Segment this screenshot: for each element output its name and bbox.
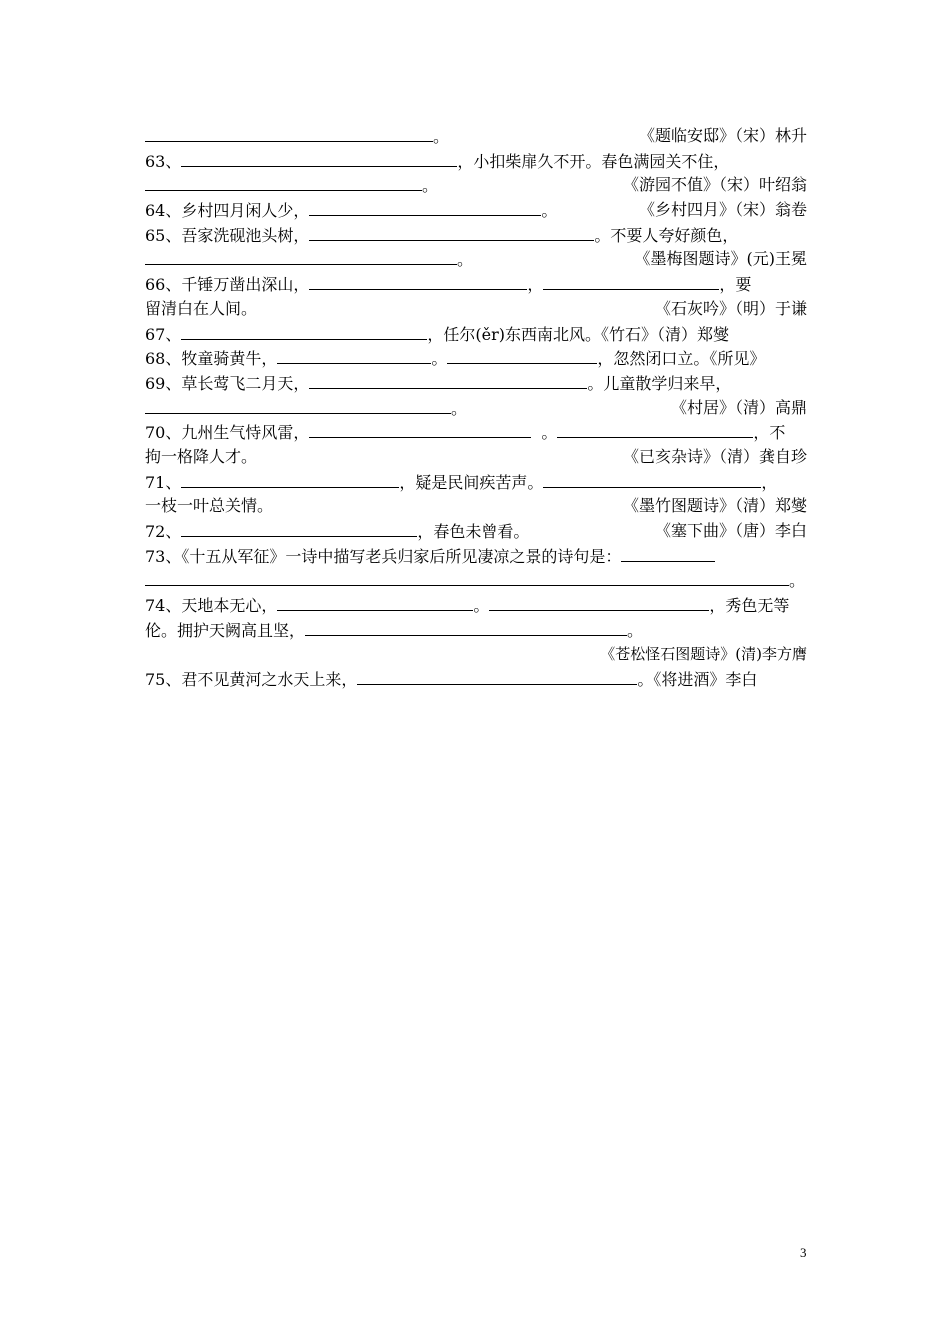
line-text: 。: [451, 398, 468, 418]
line-text: 。《将进酒》李白: [637, 670, 758, 690]
line-73: [145, 544, 807, 569]
line-74: [145, 593, 807, 618]
line-text: ，忽然闭口立。《所见》: [597, 349, 766, 369]
line-text: 64、乡村四月闲人少，: [145, 201, 310, 221]
answer-blank[interactable]: [447, 346, 597, 364]
answer-blank[interactable]: [181, 322, 427, 340]
line-text: 。: [422, 176, 439, 196]
line-68: [145, 346, 807, 371]
line-text: 68、牧童骑黄牛，: [145, 349, 278, 369]
line-text: ，: [527, 275, 544, 295]
line-62-end: [145, 124, 807, 149]
line-text: 拘一格降人才。: [145, 446, 258, 466]
line-text: ，疑是民间疾苦声。: [399, 472, 544, 492]
line-text: 。: [473, 596, 490, 616]
answer-blank[interactable]: [145, 173, 422, 191]
poem-citation: 《石灰吟》（明）于谦: [654, 298, 807, 318]
answer-blank[interactable]: [543, 272, 719, 290]
poem-citation: 《游园不值》（宋）叶绍翁: [622, 175, 807, 195]
line-text: ，小扣柴扉久不开。春色满园关不住，: [457, 151, 730, 171]
line-70: [145, 420, 807, 445]
line-text: 一枝一叶总关情。: [145, 496, 274, 516]
answer-blank[interactable]: [357, 667, 637, 685]
poem-citation: 《村居》（清）高鼎: [670, 397, 807, 417]
worksheet: [145, 124, 807, 692]
answer-blank[interactable]: [181, 149, 457, 167]
line-text: 66、千锤万凿出深山，: [145, 275, 310, 295]
line-text: 伦。拥护天阙高且坚，: [145, 620, 306, 640]
answer-blank[interactable]: [145, 124, 433, 142]
line-70-cont: [145, 445, 807, 470]
line-text: 。: [789, 571, 806, 591]
line-text: 73、《十五从军征》一诗中描写老兵归家后所见凄凉之景的诗句是：: [145, 546, 622, 566]
line-text: 。: [541, 423, 558, 443]
question-number: 72、: [145, 522, 182, 541]
answer-blank[interactable]: [145, 396, 451, 414]
poem-citation: 《题临安邸》（宋）林升: [638, 126, 807, 145]
answer-blank[interactable]: [309, 272, 527, 290]
line-text: ，任尔(ěr)东西南北风。《竹石》（清）郑燮: [427, 324, 729, 344]
line-74-cont: [145, 618, 807, 643]
answer-blank[interactable]: [145, 247, 457, 265]
answer-blank[interactable]: [621, 544, 715, 562]
question-number: 63、: [145, 151, 182, 171]
page-number: 3: [800, 1245, 807, 1260]
line-text: 。: [541, 201, 558, 221]
poem-citation: 《墨竹图题诗》（清）郑燮: [622, 496, 807, 516]
line-text: ，春色未曾看。: [417, 522, 530, 541]
line-74-citation: [145, 642, 807, 667]
answer-blank[interactable]: [309, 371, 587, 389]
answer-blank[interactable]: [181, 470, 399, 488]
line-text: 。: [627, 620, 644, 640]
poem-citation: 《塞下曲》（唐）李白: [654, 521, 807, 540]
line-75: [145, 667, 807, 692]
answer-blank[interactable]: [145, 568, 789, 586]
answer-blank[interactable]: [277, 593, 473, 611]
question-number: 71、: [145, 472, 182, 492]
line-63: [145, 149, 807, 174]
poem-citation: 《已亥杂诗》（清）龚自珍: [622, 446, 807, 466]
line-text: 65、吾家洗砚池头树，: [145, 225, 310, 245]
answer-blank[interactable]: [277, 346, 431, 364]
line-65: [145, 223, 807, 248]
answer-blank[interactable]: [181, 519, 417, 537]
line-69: [145, 371, 807, 396]
line-65-cont: [145, 247, 807, 272]
answer-blank[interactable]: [309, 420, 531, 438]
line-72: [145, 519, 807, 544]
line-text: 75、君不见黄河之水天上来，: [145, 670, 358, 690]
line-66-cont: [145, 297, 807, 322]
answer-blank[interactable]: [557, 420, 753, 438]
line-text: ，: [761, 472, 778, 492]
line-text: 。: [431, 349, 448, 369]
line-73-cont: [145, 568, 807, 593]
question-number: 67、: [145, 324, 182, 344]
line-64: [145, 198, 807, 223]
line-text: 留清白在人间。: [145, 298, 258, 318]
poem-citation: 《苍松怪石图题诗》(清)李方膺: [600, 645, 807, 664]
line-67: [145, 322, 807, 347]
answer-blank[interactable]: [543, 470, 761, 488]
line-71-cont: [145, 494, 807, 519]
answer-blank[interactable]: [489, 593, 709, 611]
line-66: [145, 272, 807, 297]
line-69-cont: [145, 396, 807, 421]
answer-blank[interactable]: [309, 223, 594, 241]
line-text: 70、九州生气恃风雷，: [145, 423, 310, 443]
line-text: 。: [457, 250, 474, 270]
line-text: 。儿童散学归来早，: [587, 373, 732, 393]
poem-citation: 《乡村四月》（宋）翁卷: [638, 200, 807, 220]
line-71: [145, 470, 807, 495]
line-text: 。: [433, 127, 450, 146]
line-text: 69、草长莺飞二月天，: [145, 373, 310, 393]
line-63-cont: [145, 173, 807, 198]
line-text: ，不: [753, 423, 786, 443]
line-text: ，秀色无等: [709, 596, 790, 616]
line-text: 。不要人夸好颜色，: [594, 225, 739, 245]
line-text: ，要: [719, 275, 752, 295]
line-text: 74、天地本无心，: [145, 596, 278, 616]
answer-blank[interactable]: [305, 618, 627, 636]
poem-citation: 《墨梅图题诗》(元)王冕: [634, 249, 807, 269]
answer-blank[interactable]: [309, 198, 541, 216]
